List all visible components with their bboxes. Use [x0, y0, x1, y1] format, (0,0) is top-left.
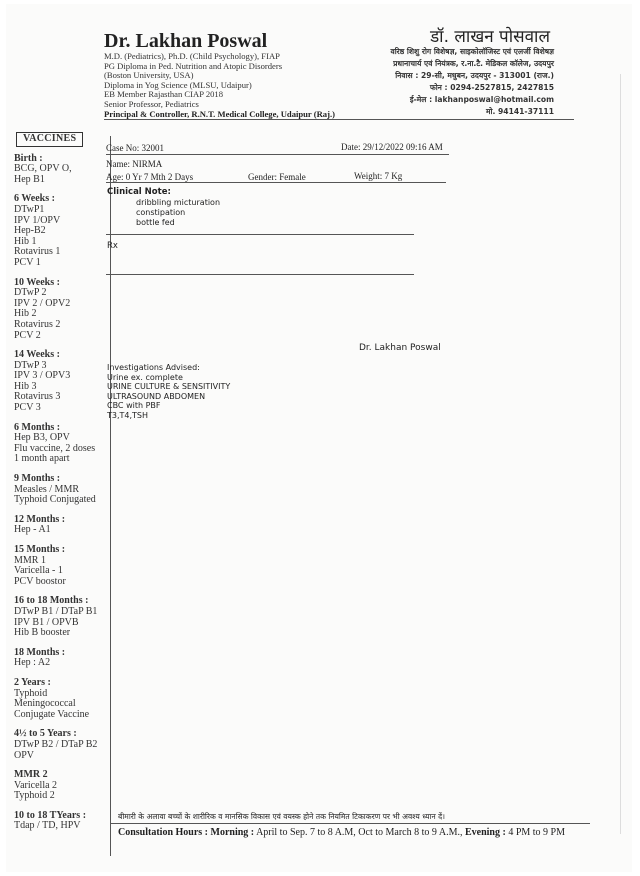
vaccine-item: Conjugate Vaccine: [14, 708, 90, 720]
clinical-note-line: bottle fed: [136, 218, 175, 227]
vaccine-group-heading: 6 Months :: [14, 421, 61, 433]
vaccine-item: IPV 2 / OPV2: [14, 297, 71, 309]
vaccine-item: 1 month apart: [14, 453, 70, 465]
investigation-line: Urine ex. complete: [107, 372, 183, 382]
vaccine-item: BCG, OPV O,: [14, 163, 72, 175]
header-divider: [104, 119, 574, 120]
footer-note-hindi: बीमारी के अलावा बच्चों के शारीरिक व मानसिक विकास एवं वयस्क होने तक नियमित टिकाकरण पर भी अवश्य ध्यान दें।: [118, 812, 445, 821]
vaccine-item: OPV: [14, 749, 35, 761]
vaccine-group: [14, 648, 110, 669]
vaccine-item: DTwP B2 / DTaP B2: [14, 738, 98, 750]
patient-gender: Gender: Female: [248, 172, 306, 182]
consult-label: Consultation Hours :: [118, 827, 209, 838]
vaccine-item: Hep-B2: [14, 225, 46, 237]
investigations-title: Investigations Advised:: [107, 363, 200, 372]
vaccine-item: Hep : A2: [14, 657, 51, 669]
page-edge: [620, 74, 621, 834]
vaccine-item: Varicella - 1: [14, 565, 63, 577]
vaccine-item: Hib 2: [14, 308, 37, 320]
doctor-name: Dr. Lakhan Poswal: [104, 30, 268, 52]
investigations-advised: [107, 363, 230, 420]
clinical-note-line: constipation: [136, 208, 186, 217]
divider: [106, 154, 449, 155]
rx-label: Rx: [107, 241, 118, 251]
vaccine-item: Tdap / TD, HPV: [14, 820, 81, 832]
vaccine-group-heading: 10 Weeks :: [14, 276, 60, 288]
vaccine-item: Typhoid Conjugated: [14, 494, 96, 506]
vaccine-group-heading: 12 Months :: [14, 513, 66, 525]
vaccine-group-heading: 9 Months :: [14, 473, 61, 485]
qualification-line: PG Diploma in Ped. Nutrition and Atopic Disorders: [104, 60, 283, 71]
investigation-line: ULTRASOUND ABDOMEN: [107, 391, 206, 401]
vaccine-group: [14, 545, 110, 587]
vaccine-item: PCV 3: [14, 402, 41, 414]
vaccine-item: Meningococcal: [14, 698, 76, 710]
vaccine-group-heading: 14 Weeks :: [14, 349, 60, 361]
vaccine-group: [14, 515, 110, 536]
qualification-line: Principal & Controller, R.N.T. Medical College, Udaipur (Raj.): [104, 108, 335, 119]
vaccine-item: IPV B1 / OPVB: [14, 616, 79, 628]
morning-label: Morning :: [210, 827, 255, 838]
divider: [106, 274, 414, 275]
investigation-line: CBC with PBF: [107, 401, 161, 410]
vaccine-item: Hib 3: [14, 380, 37, 392]
vaccine-item: Hib 1: [14, 235, 37, 247]
clinical-note-line: dribbling micturation: [136, 198, 221, 207]
investigation-line: URINE CULTURE & SENSITIVITY: [107, 382, 231, 391]
vaccine-group-heading: 18 Months :: [14, 646, 66, 658]
hindi-contact-block: [390, 46, 554, 118]
vaccine-item: Rotavirus 2: [14, 318, 61, 330]
vaccine-group: [14, 350, 110, 414]
doctor-signature-name: Dr. Lakhan Poswal: [359, 343, 441, 353]
qualification-line: (Boston University, USA): [104, 70, 194, 81]
vaccine-item: Flu vaccine, 2 doses: [14, 442, 96, 454]
vaccine-item: Hep B1: [14, 173, 45, 185]
vaccine-item: Hep - A1: [14, 524, 51, 536]
vaccine-group: [14, 596, 110, 638]
vaccine-group: [14, 811, 110, 832]
vaccine-item: DTwP1: [14, 203, 45, 215]
patient-weight: Weight: 7 Kg: [354, 171, 403, 181]
vaccine-item: Hib B booster: [14, 627, 71, 639]
clinical-note-lines: [136, 198, 220, 228]
divider: [106, 182, 446, 183]
vaccine-item: Rotavirus 3: [14, 391, 61, 403]
vaccine-group: [14, 423, 110, 465]
vaccine-item: IPV 3 / OPV3: [14, 370, 71, 382]
hindi-line: मो. 94141-37111: [485, 107, 554, 116]
consultation-hours: [118, 827, 565, 838]
hindi-line: निवास : 29-सी, मधुबन, उदयपुर - 313001 (राज.): [395, 71, 554, 80]
vaccine-group-heading: 4½ to 5 Years :: [14, 728, 77, 740]
vaccine-group-heading: 16 to 18 Months :: [14, 595, 89, 607]
vaccine-group-heading: 6 Weeks :: [14, 193, 55, 205]
evening-label: Evening :: [464, 827, 506, 838]
vaccine-group-heading: Birth :: [14, 152, 43, 164]
vaccine-group-heading: MMR 2: [14, 769, 48, 781]
vaccine-item: Measles / MMR: [14, 483, 79, 495]
vaccine-item: Typhoid: [14, 687, 48, 699]
hindi-line: प्रधानाचार्य एवं नियंत्रक, र.ना.टै. मेडिकल कॉलेज, उदयपुर: [393, 59, 554, 68]
case-number: Case No: 32001: [106, 143, 164, 153]
vaccine-item: IPV 1/OPV: [14, 214, 61, 226]
vaccine-group: [14, 770, 110, 802]
hindi-line: ई-मेल : lakhanposwal@hotmail.com: [409, 95, 554, 104]
vaccine-item: PCV 2: [14, 329, 41, 341]
vaccine-group: [14, 194, 110, 268]
vaccine-item: Hep B3, OPV: [14, 432, 70, 444]
vaccine-item: PCV boostor: [14, 575, 66, 587]
vaccine-groups: [14, 154, 110, 832]
qualification-line: Diploma in Yog Science (MLSU, Udaipur): [104, 79, 252, 90]
vaccine-group: [14, 729, 110, 761]
vaccine-group-heading: 2 Years :: [14, 676, 51, 688]
vaccines-sidebar: [14, 132, 110, 841]
vaccine-group: [14, 278, 110, 342]
evening-hours: 4 PM to 9 PM: [508, 827, 565, 838]
patient-name: Name: NIRMA: [106, 159, 163, 169]
prescription-page: [6, 4, 632, 872]
qualification-line: EB Member Rajasthan CIAP 2018: [104, 89, 224, 100]
qualification-line: M.D. (Pediatrics), Ph.D. (Child Psychology), FIAP: [104, 51, 280, 61]
vaccine-group: [14, 678, 110, 720]
vaccine-item: DTwP 3: [14, 359, 47, 371]
vaccine-item: Typhoid 2: [14, 790, 55, 802]
qualifications: [104, 52, 335, 119]
hindi-line: फोन : 0294-2527815, 2427815: [429, 83, 554, 92]
hindi-line: वरिष्ठ शिशु रोग विशेषज्ञ, साइकोलॉजिस्ट एवं एलर्जी विशेषज्ञ: [390, 47, 554, 56]
qualification-line: Senior Professor, Pediatrics: [104, 98, 199, 109]
morning-hours: April to Sep. 7 to 8 A.M, Oct to March 8 to 9 A.M.,: [256, 827, 463, 838]
vaccine-item: DTwP B1 / DTaP B1: [14, 605, 98, 617]
clinical-note-title: Clinical Note:: [107, 187, 171, 197]
vaccine-item: MMR 1: [14, 554, 46, 566]
divider: [106, 234, 414, 235]
patient-age: Age: 0 Yr 7 Mth 2 Days: [106, 172, 194, 182]
footer-divider: [110, 823, 590, 824]
vaccines-title: VACCINES: [16, 132, 83, 147]
vaccine-group: [14, 474, 110, 506]
doctor-name-hindi: डॉ. लाखन पोसवाल: [430, 27, 550, 47]
vaccine-group: [14, 154, 110, 186]
vaccine-group-heading: 15 Months :: [14, 544, 66, 555]
investigation-line: T3,T4,TSH: [107, 410, 149, 420]
visit-date: Date: 29/12/2022 09:16 AM: [341, 142, 443, 152]
vaccine-item: Rotavirus 1: [14, 246, 61, 258]
vaccine-item: DTwP 2: [14, 287, 47, 299]
vaccine-item: Varicella 2: [14, 779, 58, 791]
vaccine-group-heading: 10 to 18 TYears :: [14, 809, 87, 821]
vaccine-item: PCV 1: [14, 256, 41, 268]
